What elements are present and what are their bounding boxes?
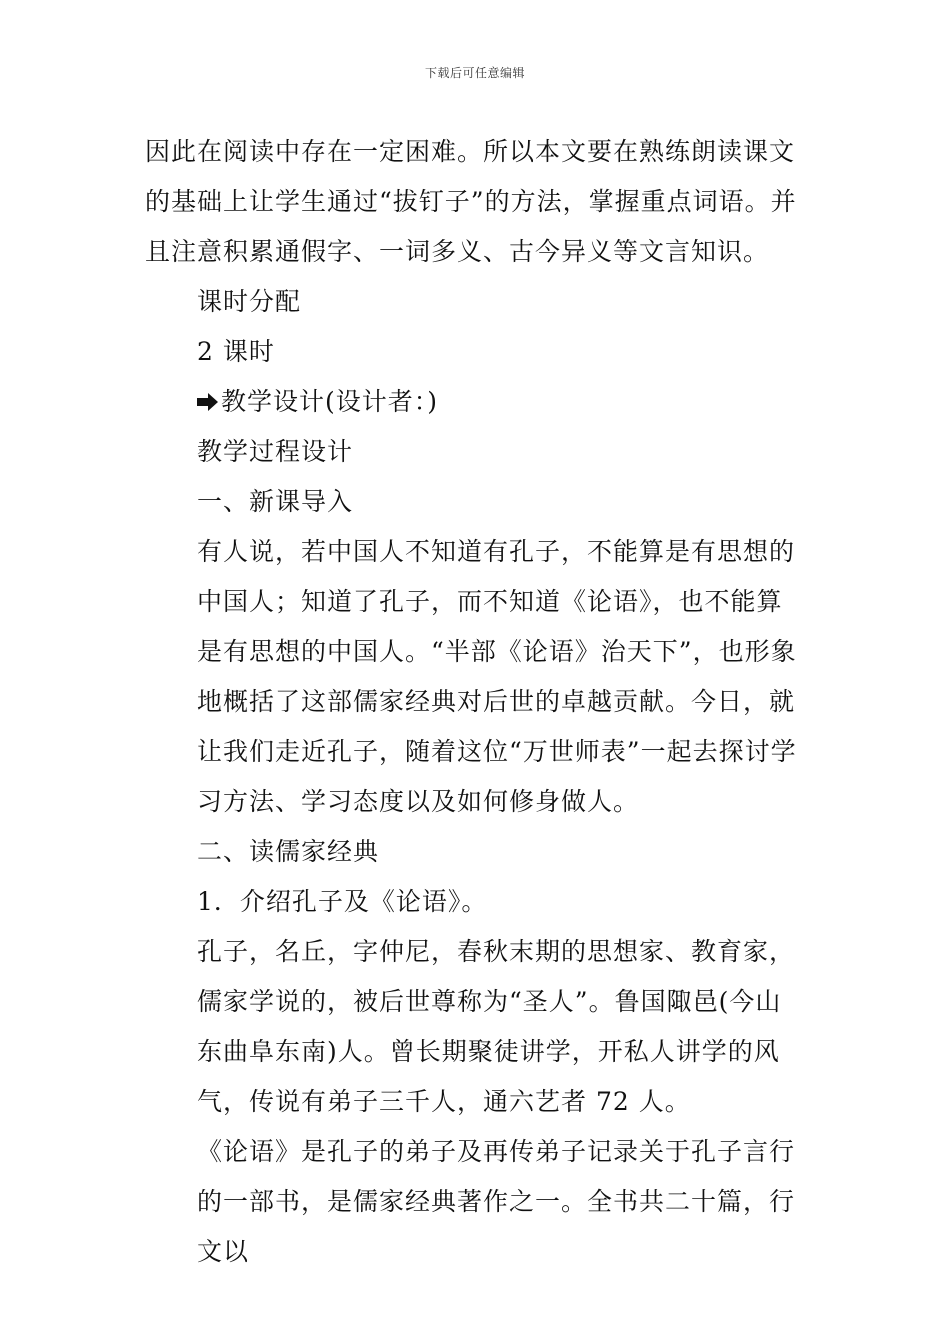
teaching-design-label: 教学设计(设计者：) bbox=[221, 387, 439, 416]
item-introduce-confucius: 1．介绍孔子及《论语》。 bbox=[197, 887, 488, 916]
document-body bbox=[145, 127, 807, 1277]
class-hours-value: 2 课时 bbox=[197, 337, 275, 366]
section-read-classics: 二、读儒家经典 bbox=[197, 837, 380, 866]
paragraph-confucius: 孔子，名丘，字仲尼，春秋末期的思想家、教育家，儒家学说的，被后世尊称为“圣人”。鲁国陬邑(今山东曲阜东南)人。曾长期聚徒讲学，开私人讲学的风气，传说有弟子三千人，通六艺者 72 人。 bbox=[197, 937, 796, 1116]
heading-teaching-design bbox=[145, 377, 807, 427]
paragraph-analects: 《论语》是孔子的弟子及再传弟子记录关于孔子言行的一部书，是儒家经典著作之一。全书共二十篇，行文以 bbox=[197, 1137, 796, 1266]
section-new-lesson: 一、新课导入 bbox=[197, 487, 354, 516]
heading-class-hours: 课时分配 bbox=[197, 287, 302, 316]
heading-process-design: 教学过程设计 bbox=[197, 437, 354, 466]
paragraph-lesson-intro: 有人说，若中国人不知道有孔子，不能算是有思想的中国人；知道了孔子，而不知道《论语》，也不能算是有思想的中国人。“半部《论语》治天下”，也形象地概括了这部儒家经典对后世的卓越贡献。今日，就让我们走近孔子，随着这位“万世师表”一起去探讨学习方法、学习态度以及如何修身做人。 bbox=[197, 537, 797, 816]
right-arrow-icon bbox=[197, 379, 219, 399]
paragraph-intro-continuation: 因此在阅读中存在一定困难。所以本文要在熟练朗读课文的基础上让学生通过“拔钉子”的方法，掌握重点词语。并且注意积累通假字、一词多义、古今异义等文言知识。 bbox=[145, 137, 797, 266]
page-header: 下载后可任意编辑 bbox=[424, 66, 525, 80]
